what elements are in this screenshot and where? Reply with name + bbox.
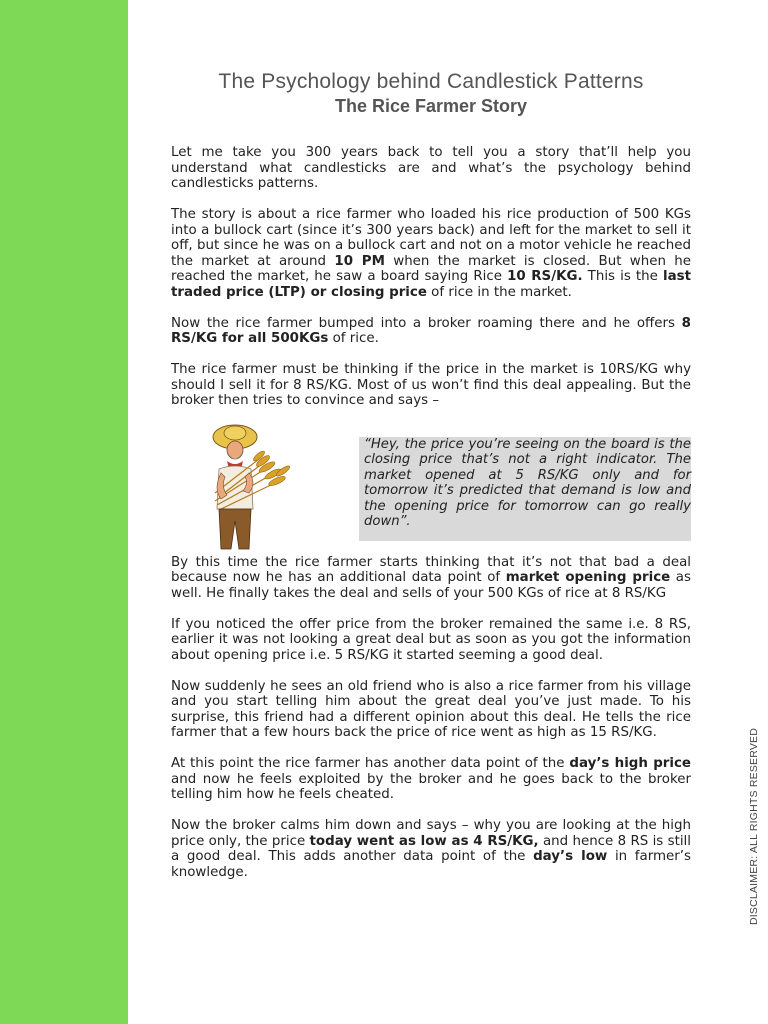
page-subtitle: The Rice Farmer Story bbox=[334, 96, 528, 116]
old-friend-paragraph: Now suddenly he sees an old friend who is also a rice farmer from his village and you start telling him about the great deal you’ve just made. To his surprise, this friend had a different opinion about this deal. He tells the rice farmer that a few hours back the price of rice went as high as 15 RS/KG. bbox=[171, 678, 691, 740]
story-paragraph bbox=[171, 207, 691, 300]
text-run: Now the broker calms him down and says – why you are looking at the high price only, the price bbox=[171, 818, 691, 849]
page-title: The Psychology behind Candlestick Patterns bbox=[218, 70, 644, 93]
text-run: Now the rice farmer bumped into a broker roaming there and he offers bbox=[171, 315, 682, 331]
opening-price-paragraph bbox=[171, 555, 691, 602]
bold-text: 10 RS/KG. bbox=[507, 269, 583, 284]
text-run: in farmer’s knowledge. bbox=[171, 849, 692, 880]
text-run: as well. He finally takes the deal and sells of your 500 KGs of rice at 8 RS/KG bbox=[171, 570, 691, 601]
text-run: This is the bbox=[582, 269, 663, 284]
text-run: and now he feels exploited by the broker and he goes back to the broker telling him how he feels cheated. bbox=[171, 771, 691, 802]
rice-farmer-illustration bbox=[205, 423, 305, 551]
broker-quote-box bbox=[359, 437, 691, 541]
bold-text: 8 RS/KG for all 500KGs bbox=[171, 315, 691, 346]
green-side-bar bbox=[0, 0, 128, 1024]
text-run: when the market is closed. But when he reached the market, he saw a board saying Rice bbox=[171, 253, 692, 284]
farmer-thinking-paragraph: The rice farmer must be thinking if the price in the market is 10RS/KG why should I sell it for 8 RS/KG. Most of us won’t find this deal appealing. But the broker then tries to convince and says – bbox=[171, 362, 691, 408]
high-price-paragraph bbox=[171, 756, 691, 803]
bold-text: 10 PM bbox=[334, 253, 385, 269]
bold-text: last traded price (LTP) or closing price bbox=[171, 269, 691, 300]
bold-text: market opening price bbox=[505, 570, 671, 585]
broker-offer-paragraph bbox=[171, 316, 691, 347]
text-run: of rice. bbox=[328, 331, 379, 346]
text-run: At this point the rice farmer has another data point of the bbox=[171, 756, 570, 771]
bold-text: day’s high price bbox=[569, 756, 691, 771]
text-run: By this time the rice farmer starts thinking that it’s not that bad a deal because now he has an additional data point of bbox=[171, 554, 691, 585]
disclaimer-text: DISCLAIMER: ALL RIGHTS RESERVED bbox=[748, 727, 760, 925]
document-body bbox=[171, 70, 691, 880]
text-run: The story is about a rice farmer who loaded his rice production of 500 KGs into a bullock cart (since it’s 300 years back) and left for the market to sell it off, but since he was on a bullock cart and not on a motor vehicle he reached the market at around bbox=[171, 207, 691, 269]
bold-text: day’s low bbox=[533, 849, 608, 864]
intro-paragraph: Let me take you 300 years back to tell you a story that’ll help you understand what candlesticks are and what’s the psychology behind candlesticks patterns. bbox=[171, 145, 691, 191]
text-run: of rice in the market. bbox=[426, 284, 572, 300]
broker-quote: “Hey, the price you’re seeing on the board is the closing price that’s not a right indicator. The market opened at 5 RS/KG only and for tomorrow it’s predicted that demand is low and the opening price for tomorrow can go really down”. bbox=[364, 436, 691, 529]
text-run: and hence 8 RS is still a good deal. This adds another data point of the bbox=[171, 833, 691, 864]
offer-price-paragraph: If you noticed the offer price from the broker remained the same i.e. 8 RS, earlier it was not looking a great deal but as soon as you got the information about opening price i.e. 5 RS/KG it started seeming a good deal. bbox=[171, 616, 691, 663]
quote-section bbox=[171, 425, 691, 551]
low-price-paragraph bbox=[171, 818, 691, 880]
bold-text: today went as low as 4 RS/KG, bbox=[309, 833, 539, 849]
